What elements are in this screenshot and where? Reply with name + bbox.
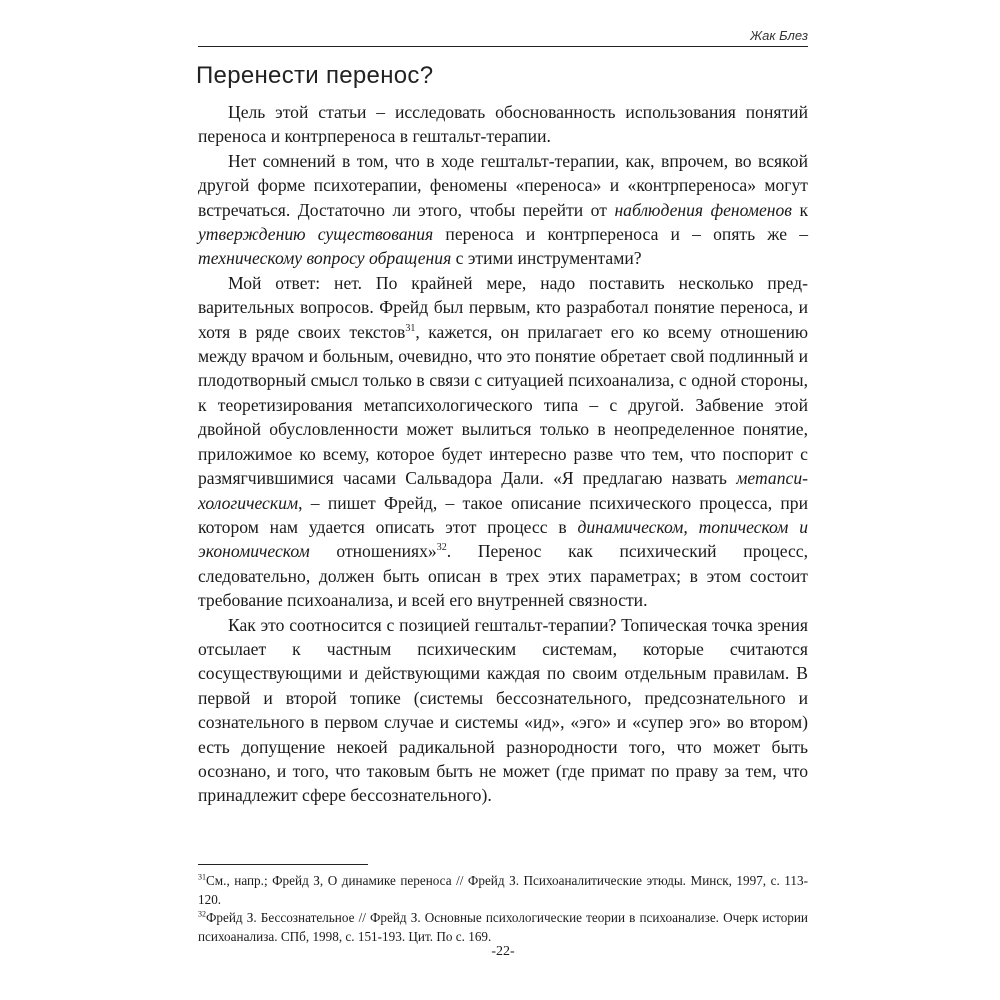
text-run: Мой ответ: нет. По крайней мере, надо поставить несколько предварительных вопросов. Фрейд был первым, кто разработал понятие переноса, и хотя в ряде своих текстов bbox=[198, 272, 808, 342]
italic-phrase: метапсихологическим bbox=[198, 468, 808, 513]
text-run: Как это соотносится с позицией гештальт-терапии? Топическая точка зрения отсылает к частным психическим системам, которые считаются сосуществующими и действующими каждая по своим отдельным правилам. В первой и второй топике (системы бессознательного, предсознательного и сознательного в первом случае и системы «ид», «эго» и «супер эго» во втором) есть допущение некоей радикальной разнородности того, что может быть осознано, и того, что таковым быть не может (где примат по праву за тем, что принадлежит сфере бессознательного). bbox=[198, 614, 808, 806]
footnote bbox=[198, 872, 808, 909]
text-run: Нет сомнений в том, что в ходе гештальт-терапии, как, впрочем, во всякой другой форме психотерапии, феномены «переноса» и «контрпереноса» могут встречаться. Достаточно ли этого, чтобы перейти от bbox=[198, 150, 808, 220]
paragraph bbox=[198, 100, 808, 149]
text-run: с этими инструментами? bbox=[451, 248, 642, 269]
text-run: отношениях» bbox=[309, 541, 437, 562]
paragraph bbox=[198, 149, 808, 271]
italic-phrase: наблюдения феноменов bbox=[614, 199, 792, 220]
page-number: -22- bbox=[491, 944, 515, 959]
footnote-text: Фрейд З. Бессознательное // Фрейд З. Основные психологические теории в психоанализе. Очерк истории психоанализа. СПб, 1998, с. 151-193. Цит. По с. 169. bbox=[198, 910, 808, 944]
running-head bbox=[198, 28, 808, 47]
footnote-number: 32 bbox=[198, 909, 206, 919]
paragraph bbox=[198, 271, 808, 613]
footnote-divider bbox=[198, 864, 368, 865]
footnote-number: 31 bbox=[198, 872, 206, 882]
footnote-ref: 32 bbox=[436, 542, 447, 554]
article-title: Перенести перенос? bbox=[196, 62, 434, 89]
italic-phrase: утверждению существования bbox=[198, 224, 434, 245]
footnote bbox=[198, 909, 808, 946]
text-run: , кажется, он прилагает его ко всему отношению между врачом и больным, очевидно, что это понятие обретает свой подлинный и плодотворный смысл только в связи с ситуацией психоанализа, с одной стороны, к теоретизирования метапсихологического типа – с другой. Забвение этой двойной обусловленности может вылиться только в неопределенное понятие, приложимое ко всему, которое будет интересно разве что тем, что поспорит с размягчившимися часами Сальвадора Дали. «Я предлагаю назвать bbox=[198, 321, 809, 489]
text-run: , – пишет Фрейд, – такое описание психического процесса, при котором нам удается описать этот процесс в bbox=[198, 492, 808, 537]
footnote-ref: 31 bbox=[405, 322, 416, 334]
running-head-author: Жак Блез bbox=[750, 28, 808, 43]
italic-phrase: динамическом, топическом и экономическом bbox=[198, 516, 808, 562]
text-run: . Перенос как психический процесс, следовательно, должен быть описан в трех этих параметрах; в этом состоит требование психоанализа, и всей его внутренней связности. bbox=[198, 541, 808, 611]
text-run: к bbox=[791, 199, 808, 220]
text-run: Цель этой статьи – исследовать обоснованность использования понятий переноса и контрпереноса в гештальт-терапии. bbox=[198, 102, 808, 147]
italic-phrase: техническому вопросу обращения bbox=[198, 248, 452, 269]
text-run: переноса и контрпереноса и – опять же – bbox=[433, 224, 808, 245]
paragraph bbox=[198, 613, 808, 808]
footnotes bbox=[198, 872, 808, 946]
article-body bbox=[198, 100, 808, 808]
footnote-text: См., напр.; Фрейд З, О динамике переноса // Фрейд З. Психоаналитические этюды. Минск, 1997, с. 113-120. bbox=[198, 873, 808, 907]
